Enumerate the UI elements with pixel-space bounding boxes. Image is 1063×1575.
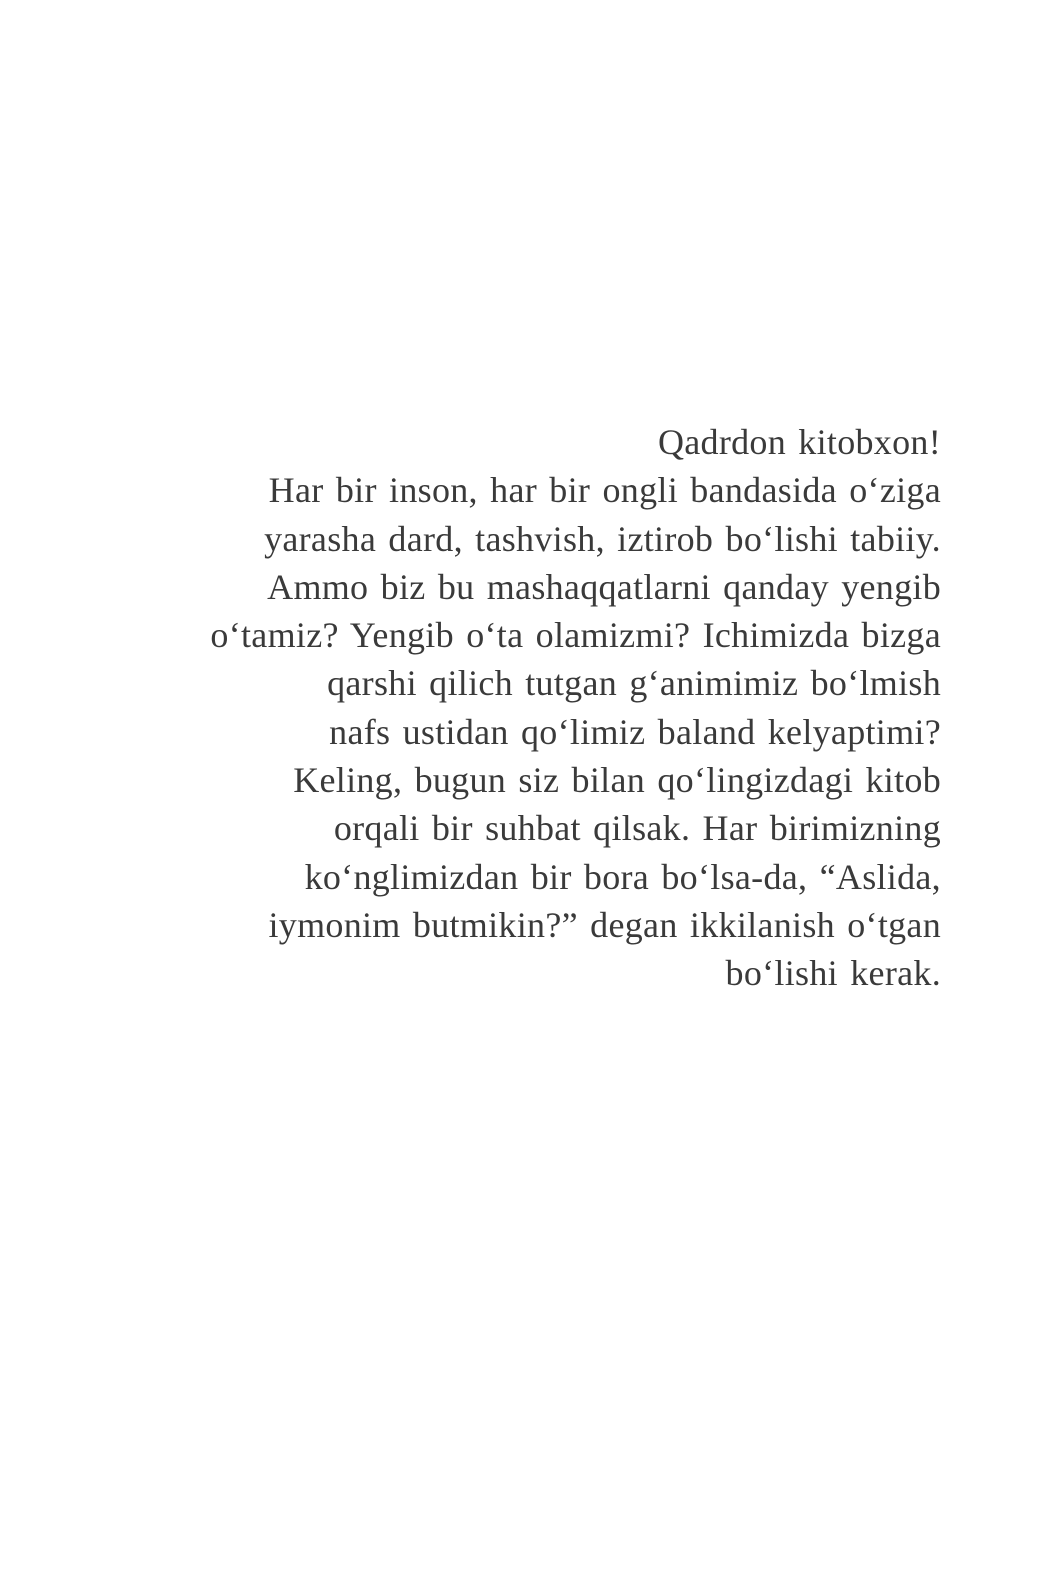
text-line: Keling, bugun siz bilan qo‘lingizdagi kitob [293, 760, 941, 801]
text-line: Ammo biz bu mashaqqatlarni qanday yengib [267, 566, 941, 607]
text-line: yarasha dard, tashvish, iztirob bo‘lishi tabiiy. [264, 518, 941, 559]
text-line: ko‘nglimizdan bir bora bo‘lsa-da, “Aslida, [304, 856, 941, 897]
text-line: nafs ustidan qo‘limiz baland kelyaptimi? [329, 711, 941, 752]
text-line: Qadrdon kitobxon! [657, 422, 941, 462]
preface-paragraph [161, 418, 941, 998]
text-line: qarshi qilich tutgan g‘animimiz bo‘lmish [327, 663, 941, 704]
text-line: Har bir inson, har bir ongli bandasida o‘ziga [268, 470, 941, 511]
text-line: iymonim butmikin?” degan ikkilanish o‘tgan [268, 904, 941, 945]
text-line: orqali bir suhbat qilsak. Har birimizning [333, 808, 941, 849]
text-line: o‘tamiz? Yengib o‘ta olamizmi? Ichimizda bizga [210, 615, 941, 656]
text-line: bo‘lishi kerak. [725, 953, 941, 994]
